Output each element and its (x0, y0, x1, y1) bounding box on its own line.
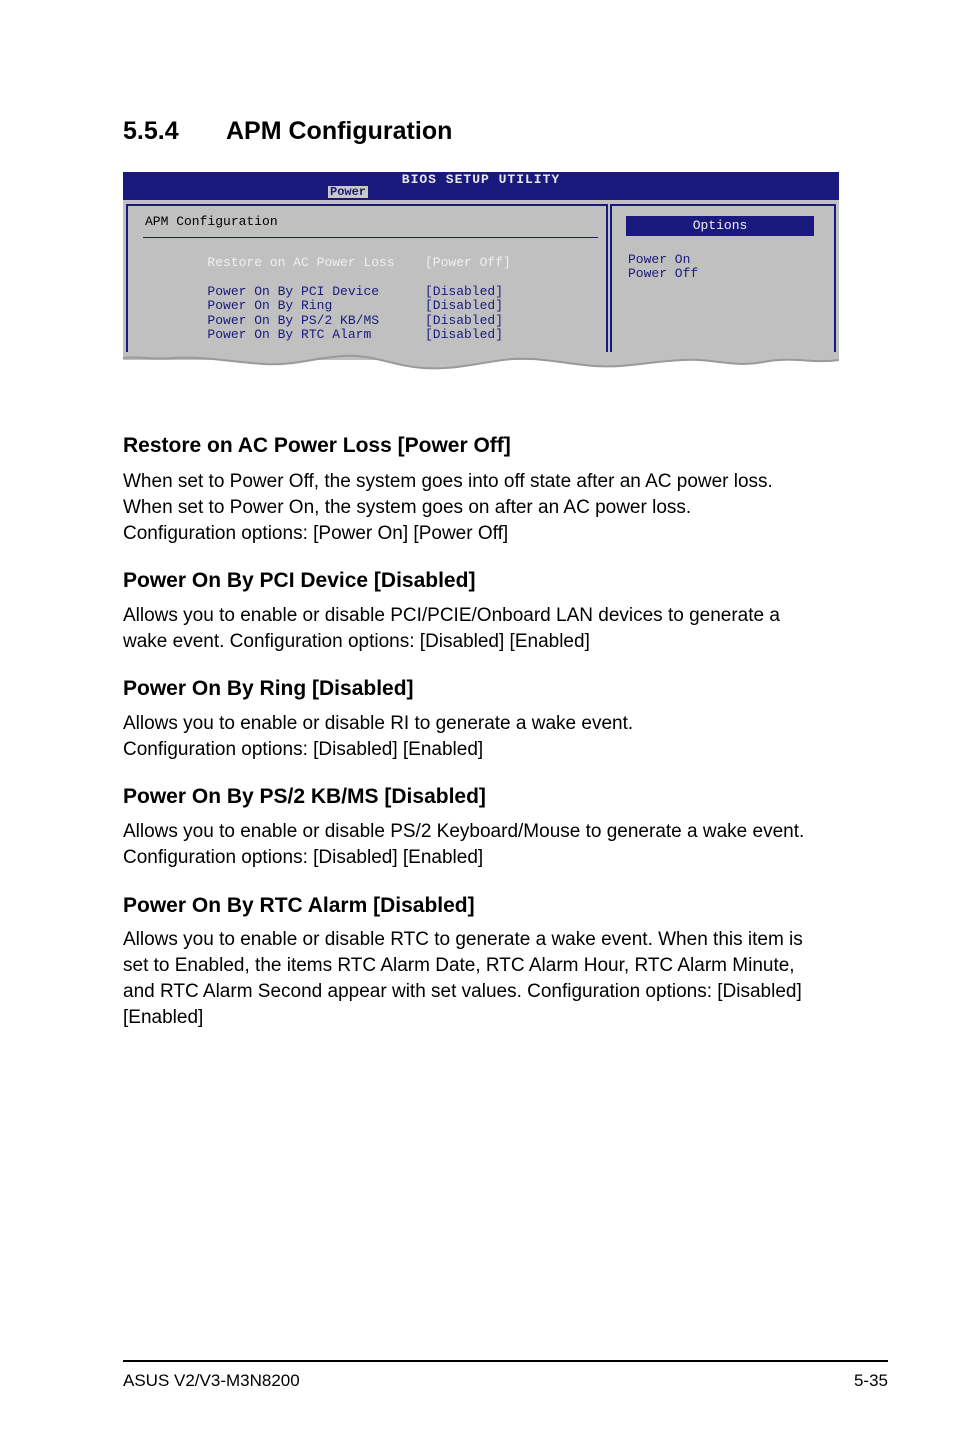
desc-line: set to Enabled, the items RTC Alarm Date, RTC Alarm Hour, RTC Alarm Minute, (123, 955, 795, 976)
section-title (123, 117, 452, 146)
bios-settings-panel (126, 204, 608, 356)
desc-line: When set to Power On, the system goes on after an AC power loss. (123, 497, 692, 518)
bios-item-power-on-rtc[interactable] (145, 312, 504, 357)
desc-line: wake event. Configuration options: [Disabled] [Enabled] (123, 631, 590, 652)
bios-panel-heading: APM Configuration (145, 214, 278, 229)
bios-item-value: [Power Off] (425, 255, 511, 270)
bios-item-label: Power On By RTC Alarm (207, 327, 372, 342)
heading-power-on-rtc: Power On By RTC Alarm [Disabled] (123, 894, 475, 917)
torn-edge (123, 352, 839, 387)
desc-line: Allows you to enable or disable RI to generate a wake event. (123, 713, 634, 734)
desc-line: Configuration options: [Disabled] [Enabled] (123, 739, 484, 760)
options-header: Options (626, 216, 814, 236)
desc-line: and RTC Alarm Second appear with set values. Configuration options: [Disabled] (123, 981, 802, 1002)
desc-power-on-rtc (123, 927, 833, 1031)
bios-item-value: [Disabled] (425, 313, 504, 328)
bios-item-label: Power On By Ring (207, 298, 333, 313)
bios-item-value: [Disabled] (425, 298, 504, 313)
desc-line: Allows you to enable or disable PCI/PCIE/Onboard LAN devices to generate a (123, 605, 780, 626)
section-number: 5.5.4 (123, 117, 179, 145)
bios-item-label: Power On By PS/2 KB/MS (207, 313, 380, 328)
heading-restore-ac-power-loss: Restore on AC Power Loss [Power Off] (123, 434, 511, 457)
bios-item-label: Restore on AC Power Loss (207, 255, 395, 270)
footer-rule (123, 1360, 888, 1362)
bios-body (123, 200, 839, 360)
heading-power-on-pci: Power On By PCI Device [Disabled] (123, 569, 476, 592)
desc-power-on-pci (123, 603, 833, 655)
footer-product: ASUS V2/V3-M3N8200 (123, 1371, 300, 1390)
heading-power-on-ps2: Power On By PS/2 KB/MS [Disabled] (123, 785, 486, 808)
bios-item-value: [Disabled] (425, 284, 504, 299)
bios-utility-title: BIOS SETUP UTILITY (401, 172, 561, 187)
bios-title-bar (123, 172, 839, 200)
option-power-off[interactable]: Power Off (628, 266, 699, 281)
desc-line: [Enabled] (123, 1007, 204, 1028)
footer-page-number: 5-35 (853, 1371, 888, 1390)
desc-power-on-ps2 (123, 819, 833, 871)
desc-line: When set to Power Off, the system goes into off state after an AC power loss. (123, 471, 773, 492)
desc-line: Configuration options: [Disabled] [Enabled] (123, 847, 484, 868)
heading-power-on-ring: Power On By Ring [Disabled] (123, 677, 414, 700)
desc-line: Configuration options: [Power On] [Power Off] (123, 523, 509, 544)
desc-power-on-ring (123, 711, 833, 763)
bios-item-label: Power On By PCI Device (207, 284, 380, 299)
desc-line: Allows you to enable or disable RTC to generate a wake event. When this item is (123, 929, 803, 950)
option-power-on[interactable]: Power On (628, 252, 691, 267)
bios-item-value: [Disabled] (425, 327, 504, 342)
bios-separator (143, 237, 598, 238)
bios-options-panel (610, 204, 836, 356)
bios-screenshot (123, 172, 839, 387)
desc-line: Allows you to enable or disable PS/2 Keyboard/Mouse to generate a wake event. (123, 821, 805, 842)
tab-power[interactable]: Power (330, 185, 367, 199)
desc-restore-ac-power-loss (123, 469, 833, 547)
section-title-text: APM Configuration (226, 117, 453, 145)
